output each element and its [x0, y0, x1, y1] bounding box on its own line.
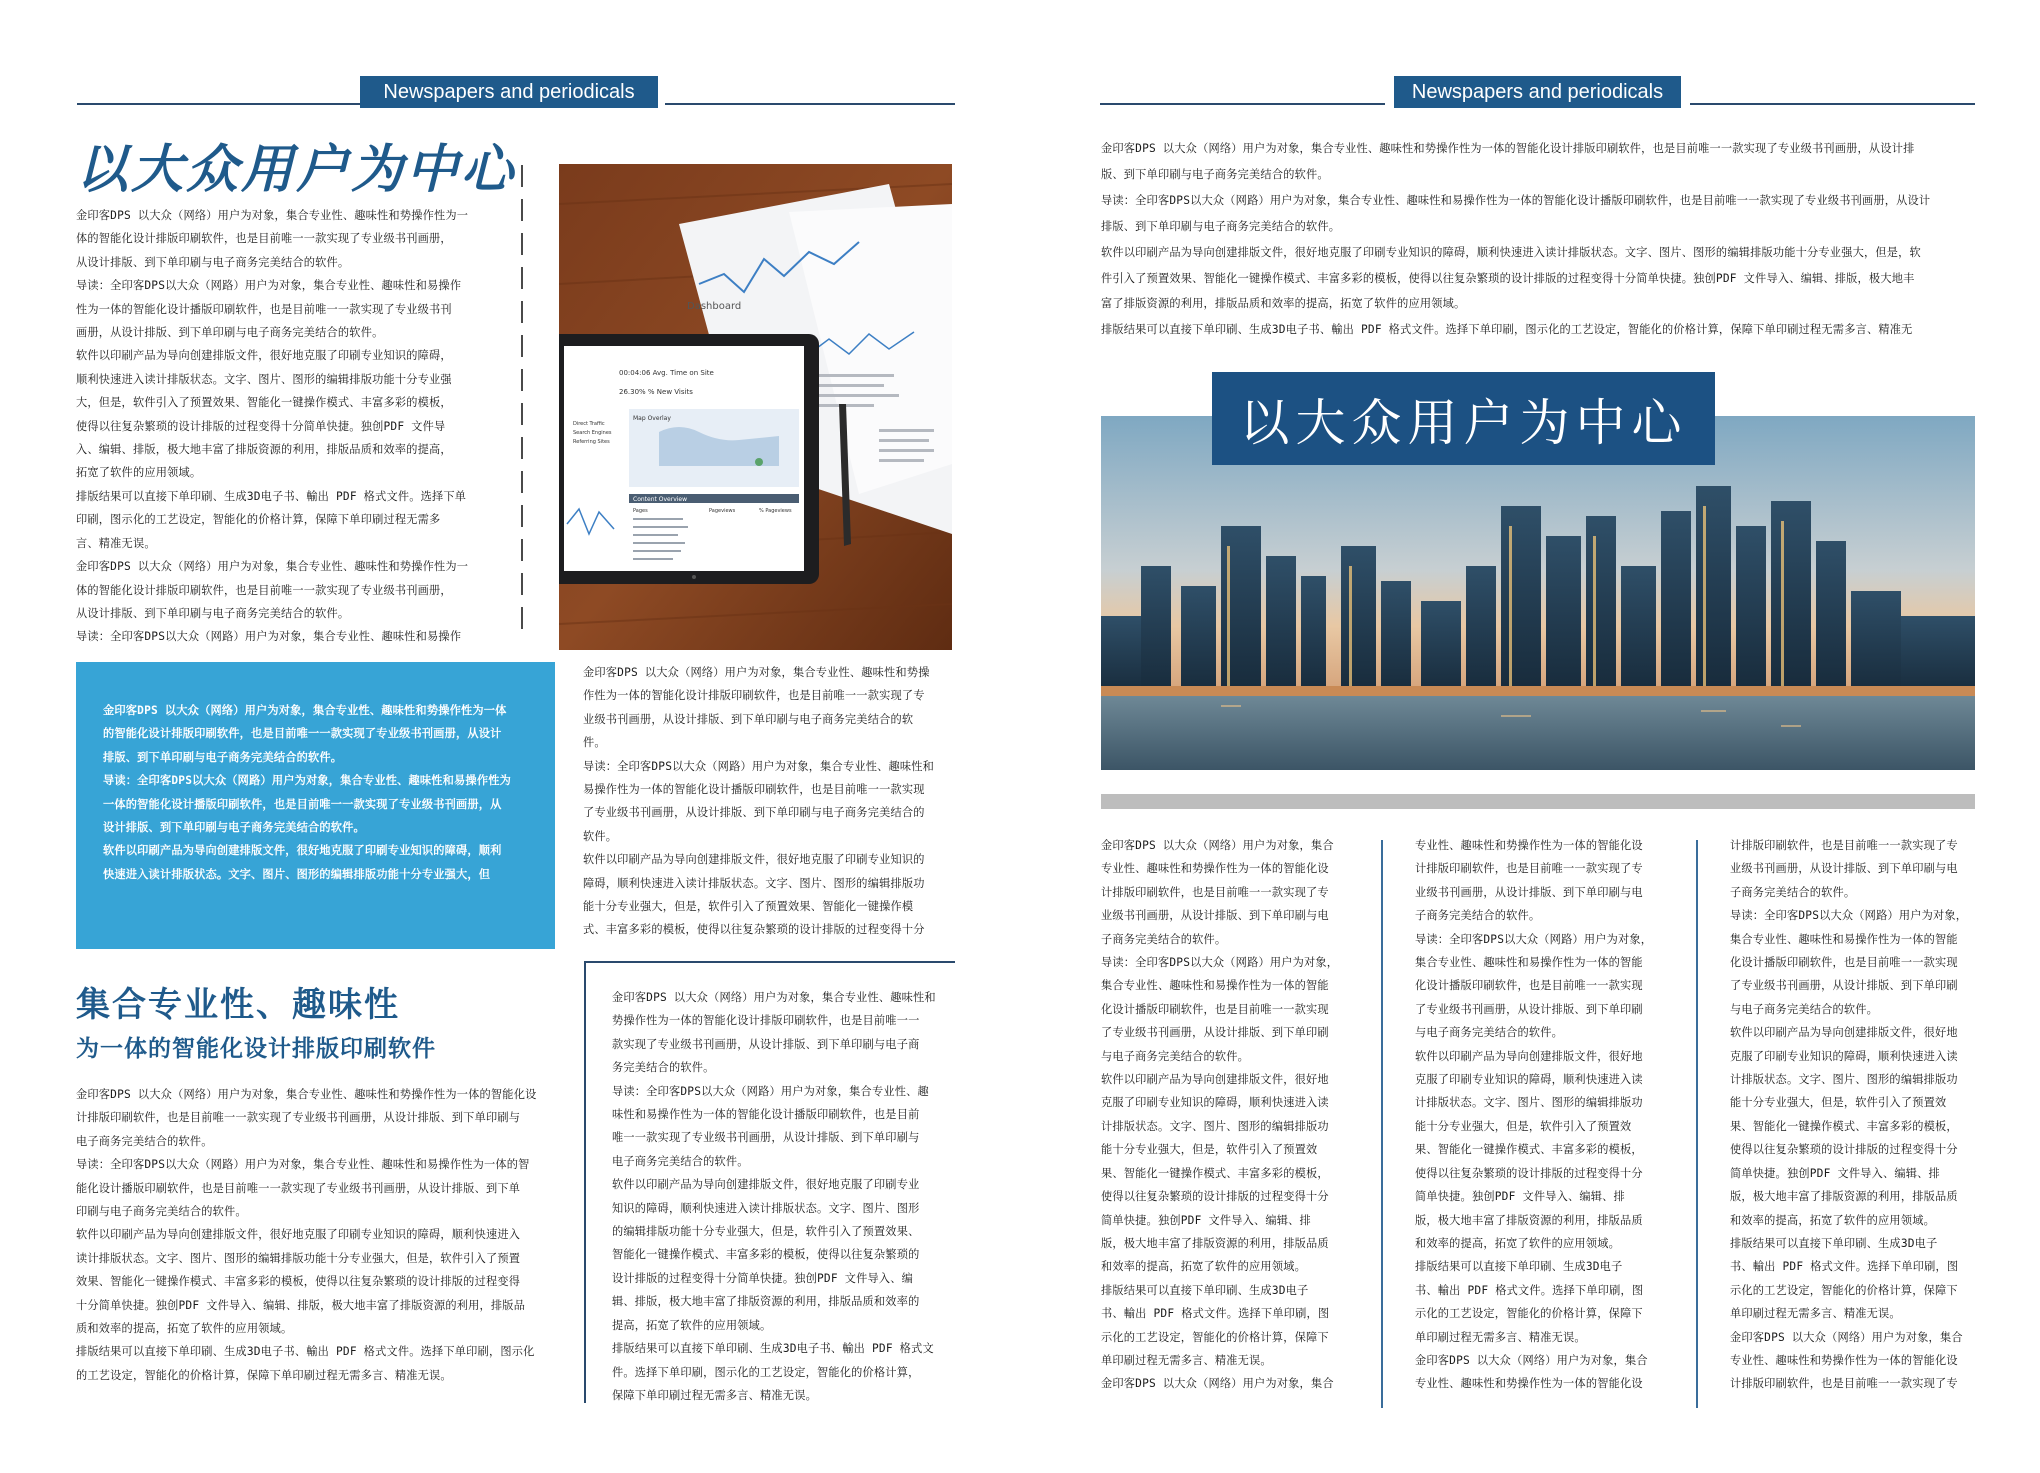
legend-direct: Direct Traffic [573, 421, 605, 427]
tablet-photo [559, 164, 952, 650]
city-skyline-photo [1101, 416, 1975, 770]
side-column-text: 金印客DPS 以大众（网络）用户为对象，集合专业性、趣味性和势操 作性为一体的智能化设计排版印刷软件，也是目前唯一一款实现了专 业级书刊画册，从设计排版、到下单印刷与电子商务完美结合的软 件。 导读：全印客DPS以大众（网路）用户为对象，集合专业性、趣味性和 易操作性为一体的智能化设计播版印刷软件，也是目前唯一一款实现 了专业级书刊画册，从设计排版、到下单印刷与电子商务完美结合的 软件。 软件以印刷产品为导向创建排版文件，很好地克服了印刷专业知识的 障碍，顺利快速进入读计排版状态。文字、图片、图形的编辑排版功 能十分专业强大，但是，软件引入了预置效果、智能化一键操作模 式、丰富多彩的模板，使得以往复杂繁琐的设计排版的过程变得十分 [583, 666, 935, 937]
pct-pageviews-col: % Pageviews [759, 508, 792, 514]
column-2-text: 专业性、趣味性和势操作性为一体的智能化设 计排版印刷软件，也是目前唯一一款实现了专 业级书刊画册，从设计排版、到下单印刷与电 子商务完美结合的软件。 导读：全印客DPS以大众（网路）用户为对象， 集合专业性、趣味性和易操作性为一体的智能 化设计播版印刷软件，也是目前唯一一款实现 了专业级书刊画册，从设计排版、到下单印刷 与电子商务完美结合的软件。 软件以印刷产品为导向创建排版文件，很好地 克服了印刷专业知识的障碍，顺利快速进入读 计排版状态。文字、图片、图形的编辑排版功 能十分专业强大，但是，软件引入了预置效 果、智能化一键操作模式、丰富多彩的模板， 使得以往复杂繁琐的设计排版的过程变得十分 简单快捷。独创PDF 文件导入、编辑、排 版，极大地丰富了排版资源的利用，排版品质 和效率的提高，拓宽了软件的应用领域。 排版结果可以直接下单印刷、生成3D电子 书、輸出 PDF 格式文件。选择下单印刷，图 示化的工艺设定，智能化的价格计算，保障下 单印刷过程无需多言、精准无误。 金印客DPS 以大众（网络）用户为对象，集合 专业性、趣味性和势操作性为一体的智能化设 [1415, 839, 1653, 1391]
right-banner-title: 以大众用户为中心 [1212, 372, 1715, 465]
header-rule-right [665, 103, 955, 105]
pageviews-col: Pageviews [709, 508, 736, 514]
column-rule-1 [1381, 840, 1383, 1408]
header-rule-left [77, 103, 360, 105]
pages-col: Pages [633, 508, 648, 514]
header-tag-left: Newspapers and periodicals [360, 76, 658, 108]
highlight-box-text: 金印客DPS 以大众（网络）用户为对象，集合专业性、趣味性和势操作性为一体 的智能化设计排版印刷软件，也是目前唯一一款实现了专业级书刊画册，从设计 排版、到下单印刷与电子商务完美结合的软件。 导读：全印客DPS以大众（网路）用户为对象，集合专业性、趣味性和易操作性为 一体的智能化设计播版印刷软件，也是目前唯一一款实现了专业级书刊画册，从 设计排版、到下单印刷与电子商务完美结合的软件。 软件以印刷产品为导向创建排版文件，很好地克服了印刷专业知识的障碍，顺利 快速进入读计排版状态。文字、图片、图形的编辑排版功能十分专业强大，但 [103, 704, 511, 881]
right-intro-text: 金印客DPS 以大众（网络）用户为对象，集合专业性、趣味性和势操作性为一体的智能化设计排版印刷软件，也是目前唯一一款实现了专业级书刊画册，从设计排 版、到下单印刷与电子商务完美结合的软件。 导读：全印客DPS以大众（网路）用户为对象，集合专业性、趣味性和易操作性为一体的智能化设计播版印刷软件，也是目前唯一一款实现了专业级书刊画册，从设计 排版、到下单印刷与电子商务完美结合的软件。 软件以印刷产品为导向创建排版文件，很好地克服了印刷专业知识的障碍，顺利快速进入读计排版状态。文字、图片、图形的编辑排版功能十分专业强大，但是，软 件引入了预置效果、智能化一键操作模式、丰富多彩的模板，使得以往复杂繁琐的设计排版的过程变得十分简单快捷。独创PDF 文件导入、编辑、排版，极大地丰 富了排版资源的利用，排版品质和效率的提高，拓宽了软件的应用领域。 排版结果可以直接下单印刷、生成3D电子书、輸出 PDF 格式文件。选择下单印刷，图示化的工艺设定，智能化的价格计算，保障下单印刷过程无需多言、精准无 [1101, 142, 1931, 337]
column-rule-2 [1696, 840, 1698, 1408]
bottom-left-text: 金印客DPS 以大众（网络）用户为对象，集合专业性、趣味性和势操作性为一体的智能化设 计排版印刷软件，也是目前唯一一款实现了专业级书刊画册，从设计排版、到下单印刷与 电子商务完美结合的软件。 导读：全印客DPS以大众（网路）用户为对象，集合专业性、趣味性和易操作性为一体的智 能化设计播版印刷软件，也是目前唯一一款实现了专业级书刊画册，从设计排版、到下单 印刷与电子商务完美结合的软件。 软件以印刷产品为导向创建排版文件，很好地克服了印刷专业知识的障碍，顺利快速进入 读计排版状态。文字、图片、图形的编辑排版功能十分专业强大，但是，软件引入了预置 效果、智能化一键操作模式、丰富多彩的模板，使得以往复杂繁琐的设计排版的过程变得 十分简单快捷。独创PDF 文件导入、编辑、排版，极大地丰富了排版资源的利用，排版品 质和效率的提高，拓宽了软件的应用领域。 排版结果可以直接下单印刷、生成3D电子书、輸出 PDF 格式文件。选择下单印刷，图示化 的工艺设定，智能化的价格计算，保障下单印刷过程无需多言、精准无误。 [76, 1088, 537, 1382]
legend-search: Search Engines [573, 430, 612, 436]
content-overview-label: Content Overview [633, 496, 688, 503]
tablet-stat-1: 00:04:06 Avg. Time on Site [619, 369, 714, 377]
column-divider [521, 165, 523, 633]
legend-referring: Referring Sites [573, 439, 610, 445]
header-rule-left-2 [1100, 103, 1385, 105]
dashboard-label: Dashboard [687, 301, 742, 312]
tablet-stat-2: 26.30% % New Visits [619, 388, 693, 396]
column-3-text: 计排版印刷软件，也是目前唯一一款实现了专 业级书刊画册，从设计排版、到下单印刷与电 子商务完美结合的软件。 导读：全印客DPS以大众（网路）用户为对象， 集合专业性、趣味性和易操作性为一体的智能 化设计播版印刷软件，也是目前唯一一款实现 了专业级书刊画册，从设计排版、到下单印刷 与电子商务完美结合的软件。 软件以印刷产品为导向创建排版文件，很好地 克服了印刷专业知识的障碍，顺利快速进入读 计排版状态。文字、图片、图形的编辑排版功 能十分专业强大，但是，软件引入了预置效 果、智能化一键操作模式、丰富多彩的模板， 使得以往复杂繁琐的设计排版的过程变得十分 简单快捷。独创PDF 文件导入、编辑、排 版，极大地丰富了排版资源的利用，排版品质 和效率的提高，拓宽了软件的应用领域。 排版结果可以直接下单印刷、生成3D电子 书、輸出 PDF 格式文件。选择下单印刷，图 示化的工艺设定，智能化的价格计算，保障下 单印刷过程无需多言、精准无误。 金印客DPS 以大众（网络）用户为对象，集合 专业性、趣味性和势操作性为一体的智能化设 计排版印刷软件，也是目前唯一一款实现了专 [1730, 839, 1968, 1391]
column-1-text: 金印客DPS 以大众（网络）用户为对象，集合 专业性、趣味性和势操作性为一体的智能化设 计排版印刷软件，也是目前唯一一款实现了专 业级书刊画册，从设计排版、到下单印刷与电 子商务完美结合的软件。 导读：全印客DPS以大众（网路）用户为对象， 集合专业性、趣味性和易操作性为一体的智能 化设计播版印刷软件，也是目前唯一一款实现 了专业级书刊画册，从设计排版、到下单印刷 与电子商务完美结合的软件。 软件以印刷产品为导向创建排版文件，很好地 克服了印刷专业知识的障碍，顺利快速进入读 计排版状态。文字、图片、图形的编辑排版功 能十分专业强大，但是，软件引入了预置效 果、智能化一键操作模式、丰富多彩的模板， 使得以往复杂繁琐的设计排版的过程变得十分 简单快捷。独创PDF 文件导入、编辑、排 版，极大地丰富了排版资源的利用，排版品质 和效率的提高，拓宽了软件的应用领域。 排版结果可以直接下单印刷、生成3D电子 书、輸出 PDF 格式文件。选择下单印刷，图 示化的工艺设定，智能化的价格计算，保障下 单印刷过程无需多言、精准无误。 金印客DPS 以大众（网络）用户为对象，集合 [1101, 839, 1339, 1391]
map-overlay-label: Map Overlay [633, 415, 671, 422]
page-title: 以大众用户为中心 [76, 140, 517, 200]
header-rule-right-2 [1690, 103, 1975, 105]
framed-box-text: 金印客DPS 以大众（网络）用户为对象，集合专业性、趣味性和 势操作性为一体的智能化设计排版印刷软件，也是目前唯一一 款实现了专业级书刊画册，从设计排版、到下单印刷与电子商 务完美结合的软件。 导读：全印客DPS以大众（网路）用户为对象，集合专业性、趣 味性和易操作性为一体的智能化设计播版印刷软件，也是目前 唯一一款实现了专业级书刊画册，从设计排版、到下单印刷与 电子商务完美结合的软件。 软件以印刷产品为导向创建排版文件，很好地克服了印刷专业 知识的障碍，顺利快速进入读计排版状态。文字、图片、图形 的编辑排版功能十分专业强大，但是，软件引入了预置效果、 智能化一键操作模式、丰富多彩的模板，使得以往复杂繁琐的 设计排版的过程变得十分简单快捷。独创PDF 文件导入、编 辑、排版，极大地丰富了排版资源的利用，排版品质和效率的 提高，拓宽了软件的应用领域。 排版结果可以直接下单印刷、生成3D电子书、輸出 PDF 格式文 件。选择下单印刷，图示化的工艺设定，智能化的价格计算， 保障下单印刷过程无需多言、精准无误。 [612, 991, 936, 1402]
section-heading: 集合专业性、趣味性 [76, 985, 400, 1025]
intro-text: 金印客DPS 以大众（网络）用户为对象，集合专业性、趣味性和势操作性为一 体的智能化设计排版印刷软件，也是目前唯一一款实现了专业级书刊画册， 从设计排版、到下单印刷与电子商务完美结合的软件。 导读：全印客DPS以大众（网路）用户为对象，集合专业性、趣味性和易操作 性为一体的智能化设计播版印刷软件，也是目前唯一一款实现了专业级书刊 画册，从设计排版、到下单印刷与电子商务完美结合的软件。 软件以印刷产品为导向创建排版文件，很好地克服了印刷专业知识的障碍， 顺利快速进入读计排版状态。文字、图片、图形的编辑排版功能十分专业强 大，但是，软件引入了预置效果、智能化一键操作模式、丰富多彩的模板， 使得以往复杂繁琐的设计排版的过程变得十分简单快捷。独创PDF 文件导 入、编辑、排版，极大地丰富了排版资源的利用，排版品质和效率的提高， 拓宽了软件的应用领域。 排版结果可以直接下单印刷、生成3D电子书、輸出 PDF 格式文件。选择下单 印刷，图示化的工艺设定，智能化的价格计算，保障下单印刷过程无需多 言、精准无误。 金印客DPS 以大众（网络）用户为对象，集合专业性、趣味性和势操作性为一 体的智能化设计排版印刷软件，也是目前唯一一款实现了专业级书刊画册， 从设计排版、到下单印刷与电子商务完美结合的软件。 导读：全印客DPS以大众（网路）用户为对象，集合专业性、趣味性和易操作 [76, 209, 469, 644]
section-subheading: 为一体的智能化设计排版印刷软件 [76, 1036, 436, 1062]
gray-divider [1101, 794, 1975, 809]
header-tag-right: Newspapers and periodicals [1394, 76, 1681, 108]
